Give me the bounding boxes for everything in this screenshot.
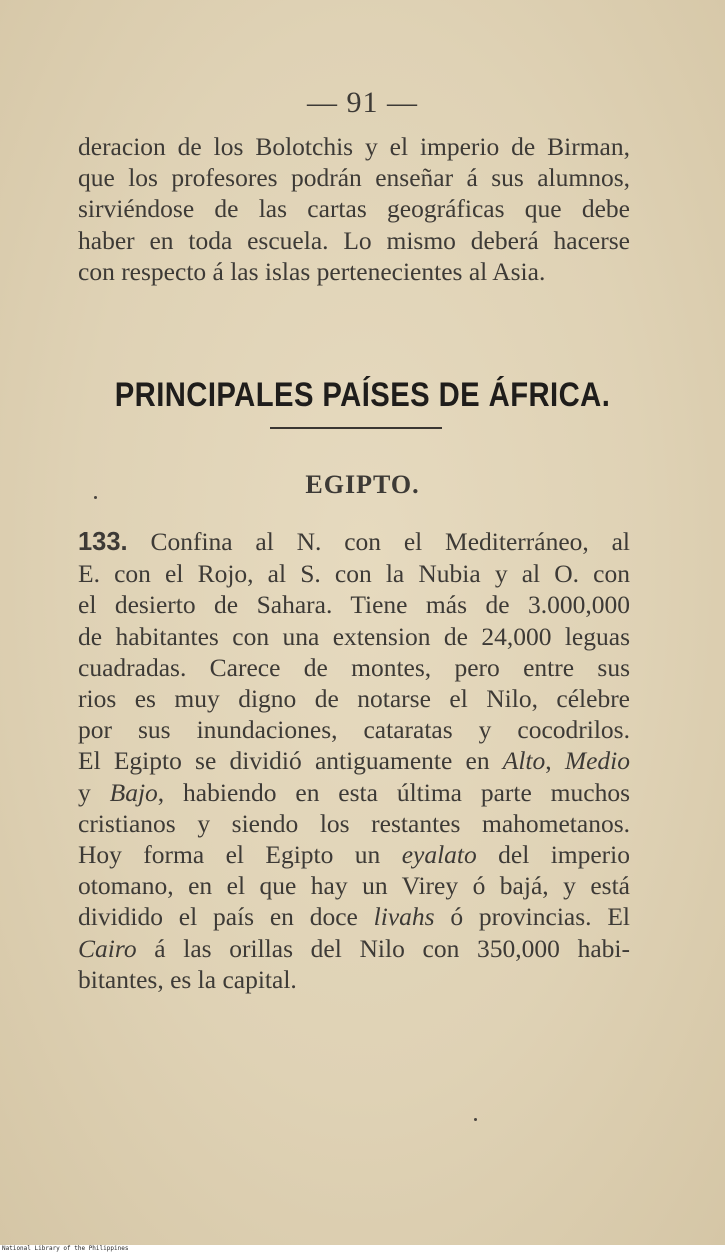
text-line bbox=[78, 745, 630, 776]
text-line bbox=[78, 808, 630, 839]
ink-speck bbox=[94, 496, 97, 499]
text-segment: cristianos y siendo los restantes mahometanos. bbox=[78, 808, 630, 838]
text-line: con respecto á las islas pertenecientes al Asia. bbox=[78, 256, 546, 286]
footer-credit: National Library of the Philippines bbox=[0, 1245, 725, 1253]
text-line bbox=[78, 870, 630, 901]
text-line: deracion de los Bolotchis y el imperio de Birman, bbox=[78, 132, 630, 161]
text-line bbox=[78, 933, 630, 964]
text-segment: dividido el país en doce bbox=[78, 902, 374, 932]
text-segment: E. con el Rojo, al S. con la Nubia y al O. con bbox=[78, 559, 630, 589]
text-segment: del imperio bbox=[476, 840, 631, 870]
text-line: haber en toda escuela. Lo mismo deberá hacerse bbox=[78, 225, 630, 255]
text-segment: por sus inundaciones, cataratas y cocodrilos. bbox=[78, 715, 630, 745]
text-line bbox=[78, 839, 630, 870]
text-line bbox=[78, 589, 630, 620]
italic-term: Alto bbox=[502, 746, 546, 776]
section-heading: PRINCIPALES PAÍSES DE ÁFRICA. bbox=[114, 376, 611, 414]
italic-term: Bajo bbox=[109, 777, 158, 807]
text-segment: otomano, en el que hay un Virey ó bajá, y está bbox=[78, 871, 630, 901]
text-segment: á las orillas del Nilo con 350,000 habi- bbox=[136, 933, 630, 963]
text-line bbox=[78, 683, 630, 714]
section-number: 133. bbox=[78, 528, 128, 556]
text-segment: El Egipto se dividió antiguamente en bbox=[78, 746, 503, 776]
text-line bbox=[78, 526, 630, 558]
page-number: — 91 — bbox=[307, 86, 418, 119]
text-segment: Confina al N. con el Mediterráneo, al bbox=[150, 527, 630, 556]
text-segment: ó provincias. El bbox=[434, 902, 630, 932]
text-segment: , bbox=[545, 746, 565, 776]
text-line: que los profesores podrán enseñar á sus alumnos, bbox=[78, 163, 630, 193]
text-segment: bitantes, es la capital. bbox=[78, 964, 297, 994]
italic-term: Cairo bbox=[78, 933, 137, 963]
text-line bbox=[78, 714, 630, 745]
text-line bbox=[78, 777, 630, 808]
text-segment: cuadradas. Carece de montes, pero entre sus bbox=[78, 652, 630, 682]
text-line bbox=[78, 558, 630, 589]
text-segment: rios es muy digno de notarse el Nilo, célebre bbox=[78, 684, 630, 714]
text-segment: de habitantes con una extension de 24,000 leguas bbox=[78, 621, 630, 651]
text-segment: y bbox=[78, 777, 110, 807]
text-segment: , habiendo en esta última parte muchos bbox=[157, 777, 630, 807]
text-segment: el desierto de Sahara. Tiene más de 3.000,000 bbox=[78, 590, 630, 620]
ink-speck bbox=[474, 1118, 477, 1121]
text-line: sirviéndose de las cartas geográficas que debe bbox=[78, 194, 630, 224]
heading-rule bbox=[270, 427, 442, 429]
egipto-paragraph bbox=[78, 526, 630, 995]
text-line bbox=[78, 652, 630, 683]
intro-paragraph bbox=[78, 131, 630, 287]
text-line bbox=[78, 964, 630, 995]
italic-term: Medio bbox=[564, 746, 630, 776]
italic-term: livahs bbox=[373, 902, 435, 932]
text-segment: Hoy forma el Egipto un bbox=[78, 840, 402, 870]
subheading-egipto: EGIPTO. bbox=[305, 470, 420, 499]
text-line bbox=[78, 621, 630, 652]
italic-term: eyalato bbox=[401, 840, 477, 870]
text-line bbox=[78, 901, 630, 932]
